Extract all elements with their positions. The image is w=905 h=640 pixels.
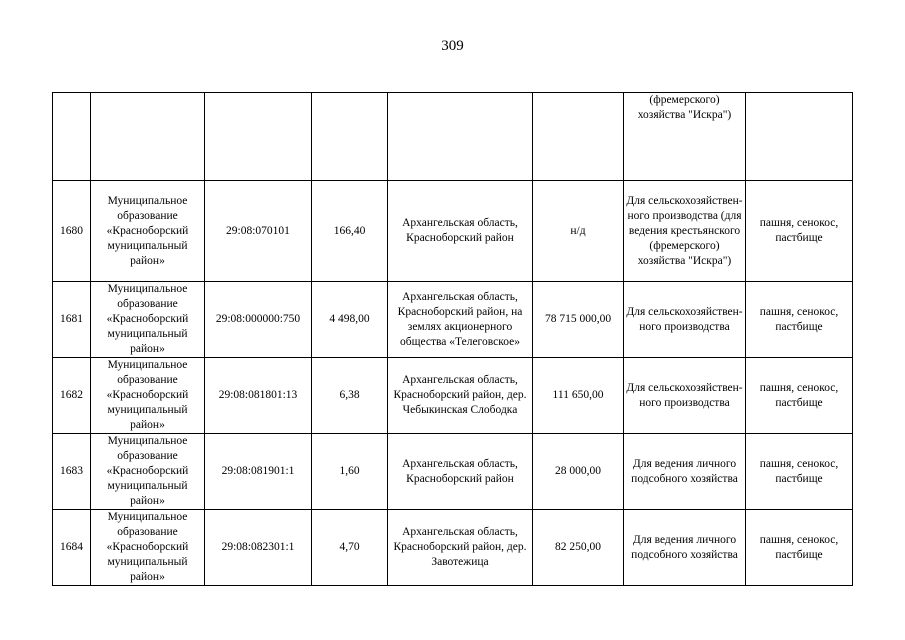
cell-cadastral: 29:08:081801:13	[205, 358, 312, 434]
cell-location: Архангельская область, Красноборский район, дер. Завотежица	[388, 510, 533, 586]
cell-owner	[91, 93, 205, 181]
cell-location: Архангельская область, Красноборский район	[388, 181, 533, 282]
cell-owner: Муниципальное образование «Красноборский муниципальный район»	[91, 434, 205, 510]
cell-area: 166,40	[312, 181, 388, 282]
cell-location	[388, 93, 533, 181]
cell-num: 1684	[53, 510, 91, 586]
cell-value: 78 715 000,00	[533, 282, 624, 358]
cell-area: 4 498,00	[312, 282, 388, 358]
page-number: 309	[441, 38, 464, 54]
cell-value	[533, 93, 624, 181]
cell-area	[312, 93, 388, 181]
cell-value: н/д	[533, 181, 624, 282]
cell-cadastral: 29:08:082301:1	[205, 510, 312, 586]
cell-purpose: Для сельскохозяйствен-ного производства	[624, 358, 746, 434]
cell-purpose: Для сельскохозяйствен-ного производства	[624, 282, 746, 358]
cell-cadastral	[205, 93, 312, 181]
cell-purpose: Для ведения личного подсобного хозяйства	[624, 434, 746, 510]
cell-use	[746, 93, 853, 181]
cell-value: 82 250,00	[533, 510, 624, 586]
cell-use: пашня, сенокос, пастбище	[746, 434, 853, 510]
table-row-continued	[53, 93, 853, 181]
cell-num: 1680	[53, 181, 91, 282]
cell-cadastral: 29:08:081901:1	[205, 434, 312, 510]
cell-use: пашня, сенокос, пастбище	[746, 181, 853, 282]
cell-location: Архангельская область, Красноборский район, на землях акционерного общества «Телеговское»	[388, 282, 533, 358]
cell-value: 28 000,00	[533, 434, 624, 510]
cell-area: 6,38	[312, 358, 388, 434]
cell-area: 1,60	[312, 434, 388, 510]
cell-cadastral: 29:08:000000:750	[205, 282, 312, 358]
land-registry-table	[52, 92, 853, 586]
cell-owner: Муниципальное образование «Красноборский муниципальный район»	[91, 358, 205, 434]
cell-purpose: (фремерского) хозяйства "Искра")	[624, 93, 746, 181]
cell-location: Архангельская область, Красноборский район, дер. Чебыкинская Слободка	[388, 358, 533, 434]
cell-owner: Муниципальное образование «Красноборский муниципальный район»	[91, 181, 205, 282]
cell-area: 4,70	[312, 510, 388, 586]
cell-num: 1683	[53, 434, 91, 510]
cell-use: пашня, сенокос, пастбище	[746, 510, 853, 586]
cell-use: пашня, сенокос, пастбище	[746, 282, 853, 358]
cell-purpose: Для сельскохозяйствен-ного производства (для ведения крестьянского (фремерского) хозяйства "Искра")	[624, 181, 746, 282]
cell-owner: Муниципальное образование «Красноборский муниципальный район»	[91, 510, 205, 586]
table-row	[53, 434, 853, 510]
cell-owner: Муниципальное образование «Красноборский муниципальный район»	[91, 282, 205, 358]
table-row	[53, 358, 853, 434]
table-row	[53, 282, 853, 358]
table-row	[53, 181, 853, 282]
cell-num: 1682	[53, 358, 91, 434]
cell-value: 111 650,00	[533, 358, 624, 434]
cell-purpose: Для ведения личного подсобного хозяйства	[624, 510, 746, 586]
cell-num	[53, 93, 91, 181]
cell-use: пашня, сенокос, пастбище	[746, 358, 853, 434]
cell-location: Архангельская область, Красноборский район	[388, 434, 533, 510]
cell-num: 1681	[53, 282, 91, 358]
cell-cadastral: 29:08:070101	[205, 181, 312, 282]
table-row	[53, 510, 853, 586]
